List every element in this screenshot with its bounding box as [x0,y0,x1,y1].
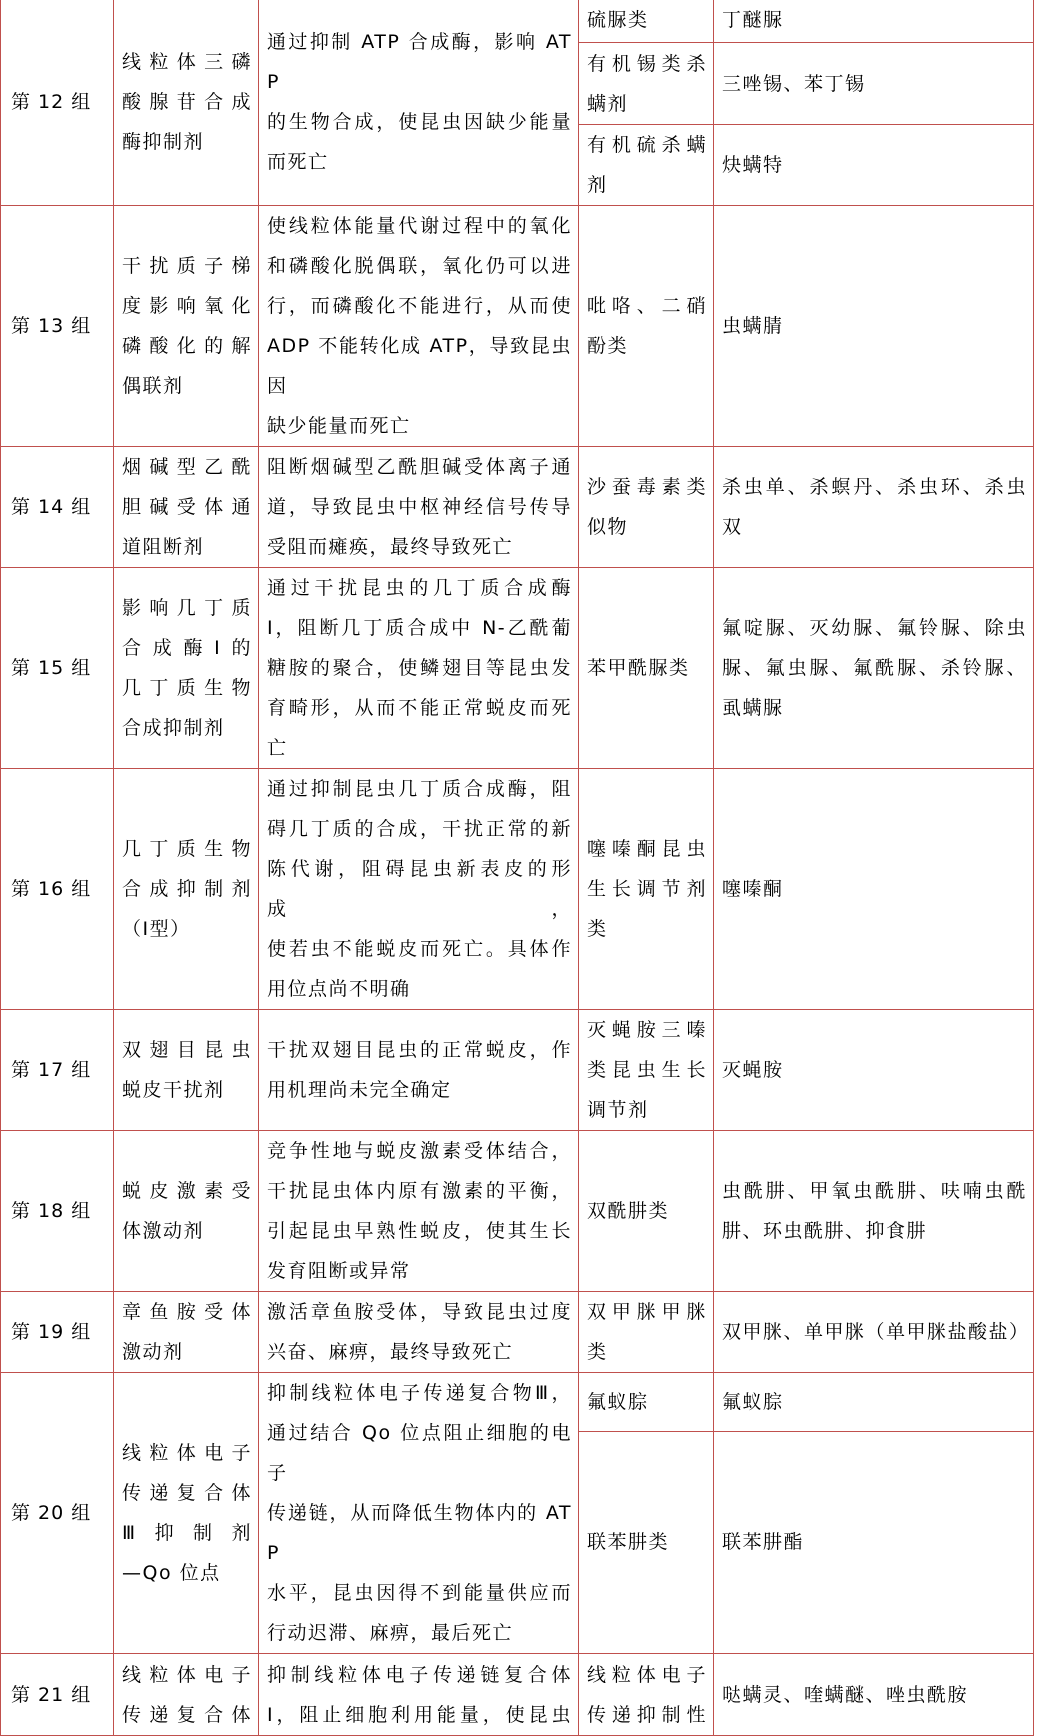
class-cell: 联苯肼类 [579,1431,714,1653]
table-row [1,1131,1034,1292]
class-cell: 线粒体电子 传递抑制性 [579,1654,714,1736]
mechanism-cell: 抑制线粒体电子传递复合物Ⅲ， 通过结合 Qo 位点阻止细胞的电子 传递链，从而降低生物体内的 ATP 水平，昆虫因得不到能量供应而 行动迟滞、麻痹，最后死亡 [259,1373,579,1654]
examples-cell: 三唑锡、苯丁锡 [714,43,1034,125]
class-cell: 双酰肼类 [579,1131,714,1292]
mechanism-cell: 竞争性地与蜕皮激素受体结合， 干扰昆虫体内原有激素的平衡， 引起昆虫早熟性蜕皮，使其生长 发育阻断或异常 [259,1131,579,1292]
examples-cell: 双甲脒、单甲脒（单甲脒盐酸盐） [714,1292,1034,1373]
examples-cell: 杀虫单、杀螟丹、杀虫环、杀虫 双 [714,447,1034,568]
mechanism-cell: 干扰双翅目昆虫的正常蜕皮，作 用机理尚未完全确定 [259,1010,579,1131]
target-cell: 烟碱型乙酰 胆碱受体通 道阻断剂 [114,447,259,568]
target-cell: 线粒体电子 传递复合体 [114,1654,259,1736]
table-row [1,1373,1034,1432]
examples-cell: 虫螨腈 [714,206,1034,447]
target-cell: 线粒体电子 传递复合体 Ⅲ 抑 制 剂 —Qo 位点 [114,1373,259,1654]
group-cell: 第 20 组 [1,1373,114,1654]
group-cell: 第 12 组 [1,0,114,206]
class-cell: 噻嗪酮昆虫 生长调节剂 类 [579,769,714,1010]
table-row [1,1292,1034,1373]
examples-cell: 丁醚脲 [714,0,1034,43]
examples-cell: 联苯肼酯 [714,1431,1034,1653]
class-cell: 吡咯、二硝 酚类 [579,206,714,447]
class-cell: 沙蚕毒素类 似物 [579,447,714,568]
group-cell: 第 14 组 [1,447,114,568]
target-cell: 干扰质子梯 度影响氧化 磷酸化的解 偶联剂 [114,206,259,447]
examples-cell: 虫酰肼、甲氧虫酰肼、呋喃虫酰 肼、环虫酰肼、抑食肼 [714,1131,1034,1292]
mechanism-cell: 使线粒体能量代谢过程中的氧化 和磷酸化脱偶联，氧化仍可以进 行，而磷酸化不能进行，从而使 ADP 不能转化成 ATP，导致昆虫因 缺少能量而死亡 [259,206,579,447]
mechanism-cell: 通过抑制昆虫几丁质合成酶，阻 碍几丁质的合成，干扰正常的新 陈代谢，阻碍昆虫新表皮的形成， 使若虫不能蜕皮而死亡。具体作 用位点尚不明确 [259,769,579,1010]
class-cell: 氟蚁腙 [579,1373,714,1432]
table-row [1,568,1034,769]
target-cell: 双翅目昆虫 蜕皮干扰剂 [114,1010,259,1131]
class-cell: 硫脲类 [579,0,714,43]
table-row [1,1654,1034,1736]
class-cell: 灭蝇胺三嗪 类昆虫生长 调节剂 [579,1010,714,1131]
target-cell: 几丁质生物 合成抑制剂 （Ⅰ型） [114,769,259,1010]
group-cell: 第 16 组 [1,769,114,1010]
examples-cell: 灭蝇胺 [714,1010,1034,1131]
table-row [1,447,1034,568]
examples-cell: 噻嗪酮 [714,769,1034,1010]
mechanism-cell: 阻断烟碱型乙酰胆碱受体离子通 道，导致昆虫中枢神经信号传导 受阻而瘫痪，最终导致死亡 [259,447,579,568]
table-row [1,206,1034,447]
mechanism-cell: 通过抑制 ATP 合成酶，影响 ATP 的生物合成，使昆虫因缺少能量 而死亡 [259,0,579,206]
examples-cell: 炔螨特 [714,125,1034,206]
group-cell: 第 17 组 [1,1010,114,1131]
class-cell: 苯甲酰脲类 [579,568,714,769]
examples-cell: 氟蚁腙 [714,1373,1034,1432]
class-cell: 有机硫杀螨 剂 [579,125,714,206]
examples-cell: 哒螨灵、喹螨醚、唑虫酰胺 [714,1654,1034,1736]
group-cell: 第 18 组 [1,1131,114,1292]
group-cell: 第 21 组 [1,1654,114,1736]
target-cell: 章鱼胺受体 激动剂 [114,1292,259,1373]
table-row [1,769,1034,1010]
group-cell: 第 13 组 [1,206,114,447]
group-cell: 第 19 组 [1,1292,114,1373]
target-cell: 蜕皮激素受 体激动剂 [114,1131,259,1292]
table-row [1,0,1034,43]
target-cell: 线粒体三磷 酸腺苷合成 酶抑制剂 [114,0,259,206]
class-cell: 双甲脒甲脒 类 [579,1292,714,1373]
target-cell: 影响几丁质 合成酶Ⅰ的 几丁质生物 合成抑制剂 [114,568,259,769]
mechanism-cell: 激活章鱼胺受体，导致昆虫过度 兴奋、麻痹，最终导致死亡 [259,1292,579,1373]
mechanism-cell: 抑制线粒体电子传递链复合体 Ⅰ，阻止细胞利用能量，使昆虫 [259,1654,579,1736]
group-cell: 第 15 组 [1,568,114,769]
mechanism-cell: 通过干扰昆虫的几丁质合成酶 Ⅰ，阻断几丁质合成中 N-乙酰葡 糖胺的聚合，使鳞翅目等昆虫发 育畸形，从而不能正常蜕皮而死 亡 [259,568,579,769]
table-row [1,1010,1034,1131]
class-cell: 有机锡类杀 螨剂 [579,43,714,125]
examples-cell: 氟啶脲、灭幼脲、氟铃脲、除虫 脲、氟虫脲、氟酰脲、杀铃脲、 虱螨脲 [714,568,1034,769]
